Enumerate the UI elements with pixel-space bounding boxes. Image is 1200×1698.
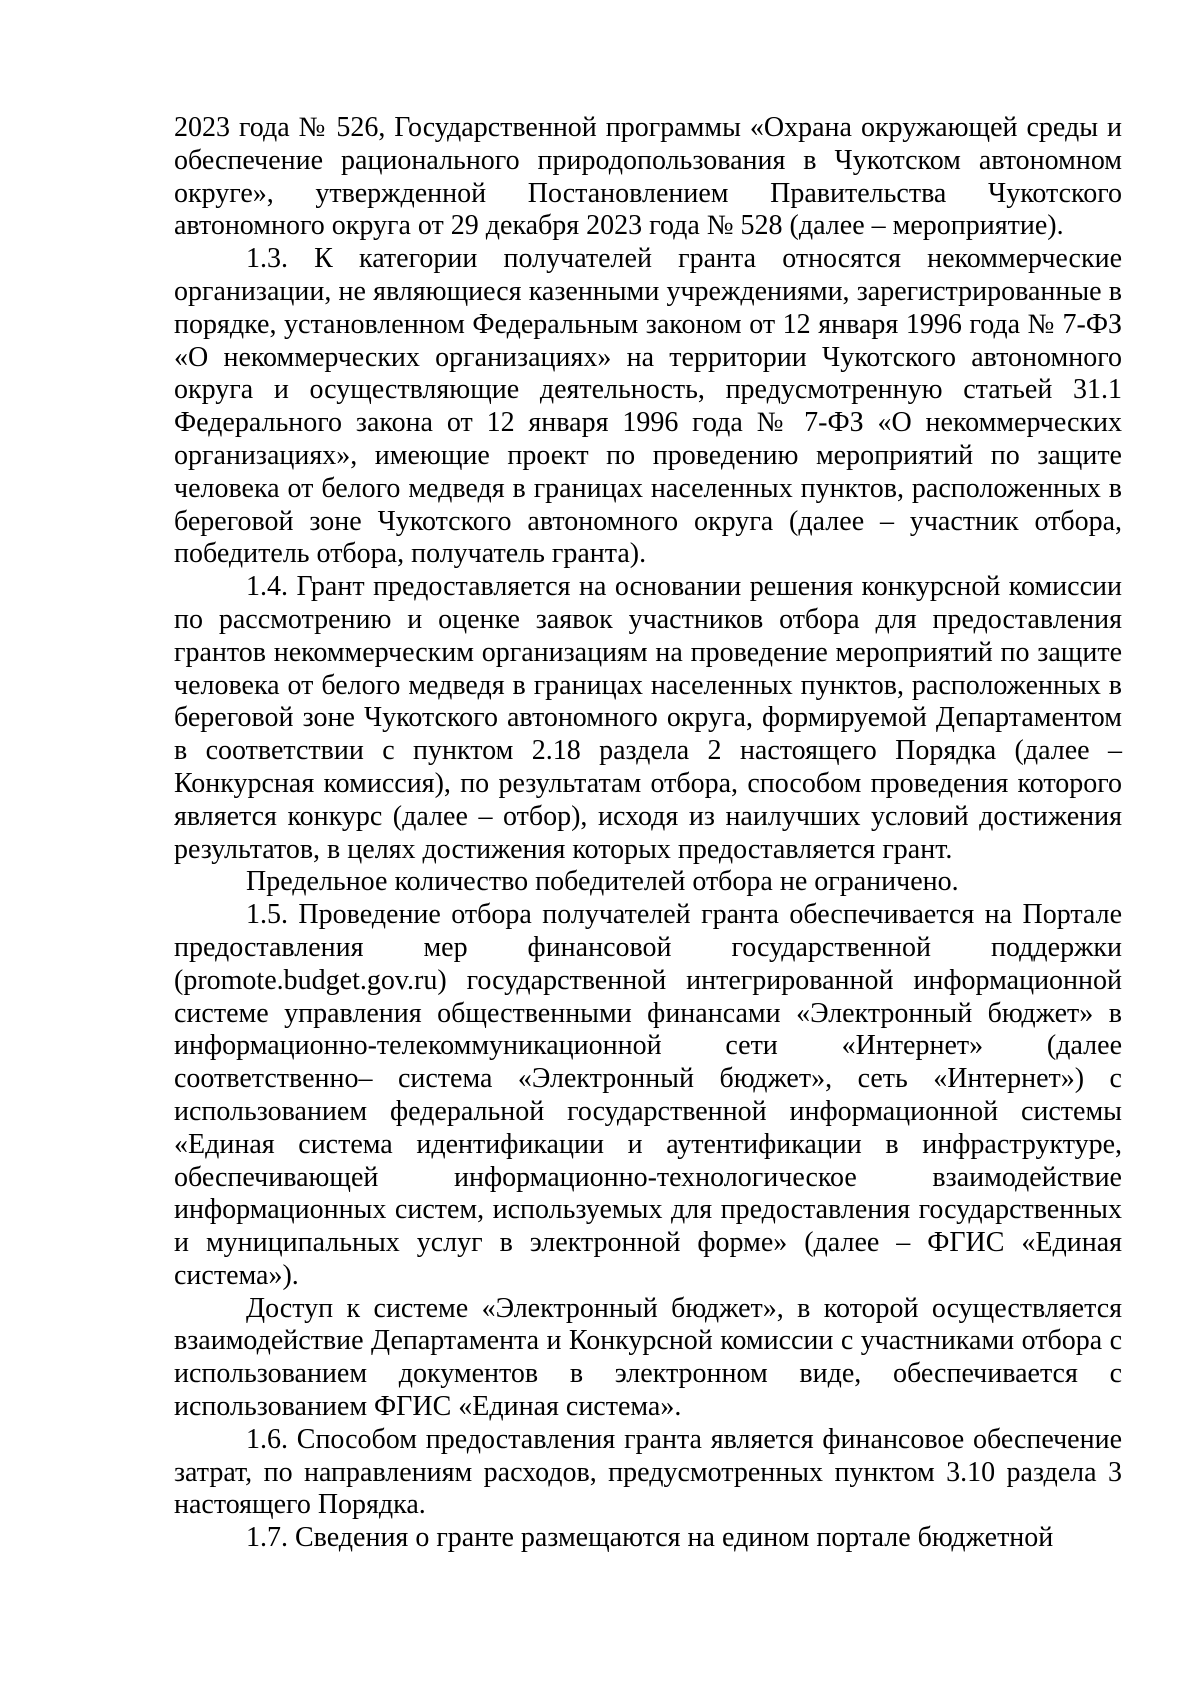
paragraph-1-5: 1.5. Проведение отбора получателей гранта обеспечивается на Портале предоставления мер финансовой государственной поддержки (promote.budget.gov.ru) государственной интегрированной информационной системе управления общественными финансами «Электронный бюджет» в информационно-телекоммуникационной сети «Интернет» (далее соответственно– система «Электронный бюджет», сеть «Интернет») с использованием федеральной государственной информационной системы «Единая система идентификации и аутентификации в инфраструктуре, обеспечивающей информационно-технологическое взаимодействие информационных систем, используемых для предоставления государственных и муниципальных услуг в электронной форме» (далее – ФГИС «Единая система»). [174, 899, 1122, 1291]
paragraph-1-4: 1.4. Грант предоставляется на основании решения конкурсной комиссии по рассмотрению и оценке заявок участников отбора для предоставления грантов некоммерческим организациям на проведение мероприятий по защите человека от белого медведя в границах населенных пунктов, расположенных в береговой зоне Чукотского автономного округа, формируемой Департаментом в соответствии с пунктом 2.18 раздела 2 настоящего Порядка (далее – Конкурсная комиссия), по результатам отбора, способом проведения которого является конкурс (далее – отбор), исходя из наилучших условий достижения результатов, в целях достижения которых предоставляется грант. [174, 571, 1122, 865]
paragraph-1-6: 1.6. Способом предоставления гранта является финансовое обеспечение затрат, по направлениям расходов, предусмотренных пунктом 3.10 раздела 3 настоящего Порядка. [174, 1423, 1122, 1521]
paragraph-winners-limit: Предельное количество победителей отбора не ограничено. [246, 866, 959, 898]
document-page [174, 112, 1122, 1555]
paragraph-system-access: Доступ к системе «Электронный бюджет», в которой осуществляется взаимодействие Департамента и Конкурсной комиссии с участниками отбора с использованием документов в электронном виде, обеспечивается с использованием ФГИС «Единая система». [174, 1292, 1122, 1423]
paragraph-1-7: 1.7. Сведения о гранте размещаются на едином портале бюджетной [246, 1522, 1054, 1554]
paragraph-continuation: 2023 года № 526, Государственной программы «Охрана окружающей среды и обеспечение рационального природопользования в Чукотском автономном округе», утвержденной Постановлением Правительства Чукотского автономного округа от 29 декабря 2023 года № 528 (далее – мероприятие). [174, 112, 1122, 242]
paragraph-1-3: 1.3. К категории получателей гранта относятся некоммерческие организации, не являющиеся казенными учреждениями, зарегистрированные в порядке, установленном Федеральным законом от 12 января 1996 года № 7-ФЗ «О некоммерческих организациях» на территории Чукотского автономного округа и осуществляющие деятельность, предусмотренную статьей 31.1 Федерального закона от 12 января 1996 года № 7-ФЗ «О некоммерческих организациях», имеющие проект по проведению мероприятий по защите человека от белого медведя в границах населенных пунктов, расположенных в береговой зоне Чукотского автономного округа (далее – участник отбора, победитель отбора, получатель гранта). [174, 243, 1122, 570]
